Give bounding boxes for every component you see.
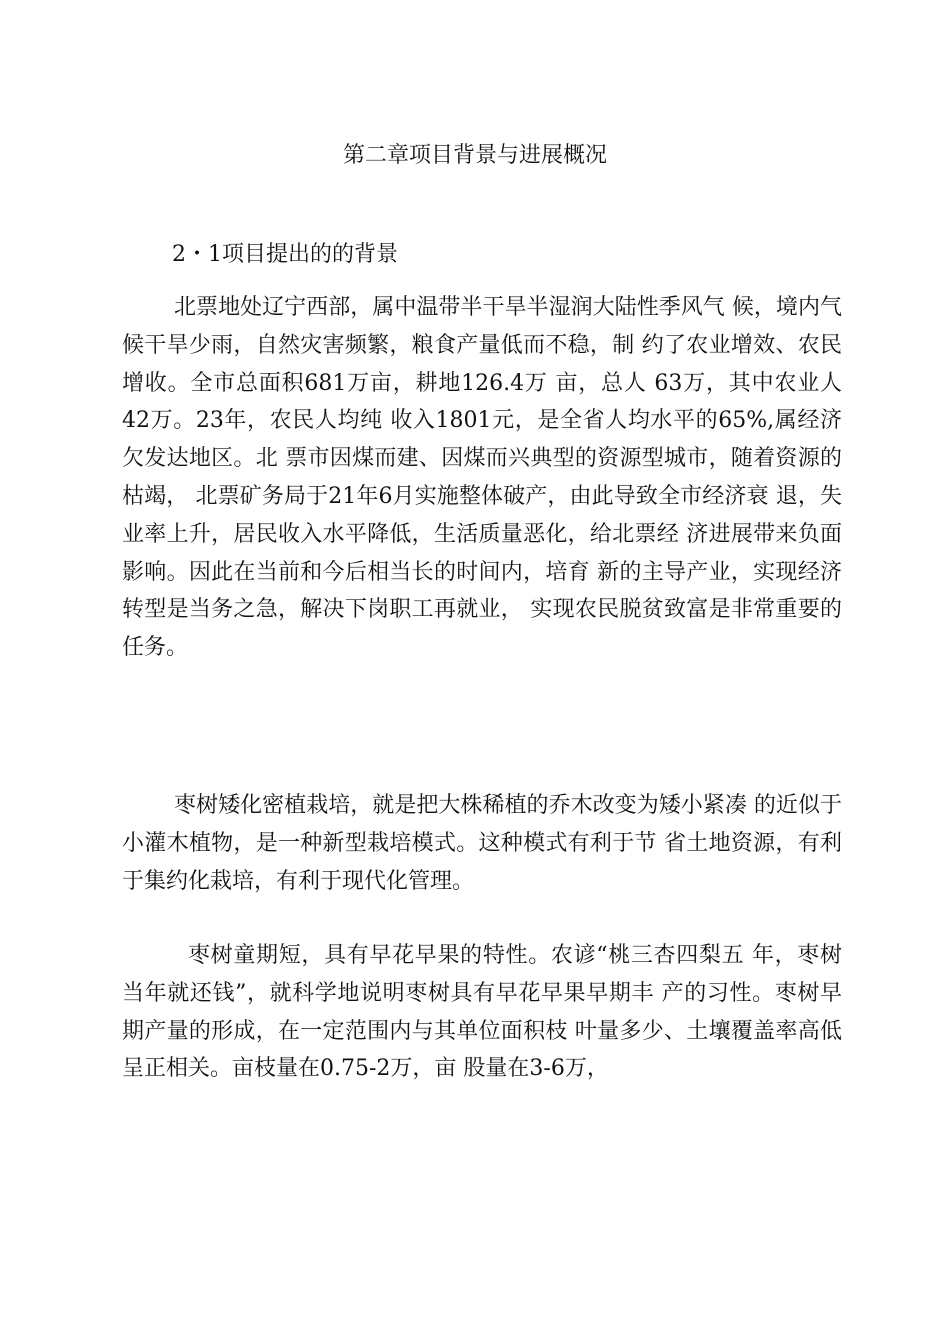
paragraph-background: 北票地处辽宁西部，属中温带半干旱半湿润大陆性季风气 候，境内气候干旱少雨，自然灾害频繁，粮食产量低而不稳，制 约了农业增效、农民增收。全市总面积681万亩，耕地126.4万 亩，总人 63万，其中农业人 42万。23年，农民人均纯 收入1801元，是全省人均水平的65%,属经济欠发达地区。北 票市因煤而建、因煤而兴典型的资源型城市，随着资源的枯竭， 北票矿务局于21年6月实施整体破产，由此导致全市经济衰 退，失业率上升，居民收入水平降低，生活质量恶化，给北票经 济进展带来负面影响。因此在当前和今后相当长的时间内，培育 新的主导产业，实现经济转型是当务之急，解决下岗职工再就业， 实现农民脱贫致富是非常重要的任务。 <box>122 295 842 661</box>
paragraph-dwarf-dense-planting: 枣树矮化密植栽培，就是把大株稀植的乔木改变为矮小紧凑 的近似于小灌木植物，是一种新型栽培模式。这种模式有利于节 省土地资源，有利于集约化栽培，有利于现代化管理。 <box>122 793 842 894</box>
section-heading: 2・1项目提出的的背景 <box>172 242 398 267</box>
chapter-title: 第二章项目背景与进展概况 <box>342 143 607 168</box>
paragraph-early-fruiting: 枣树童期短，具有早花早果的特性。农谚“桃三杏四梨五 年，枣树当年就还钱”，就科学地说明枣树具有早花早果早期丰 产的习性。枣树早期产量的形成，在一定范围内与其单位面积枝 叶量多少、土壤覆盖率高低呈正相关。亩枝量在0.75-2万，亩 股量在3-6万， <box>122 943 842 1082</box>
